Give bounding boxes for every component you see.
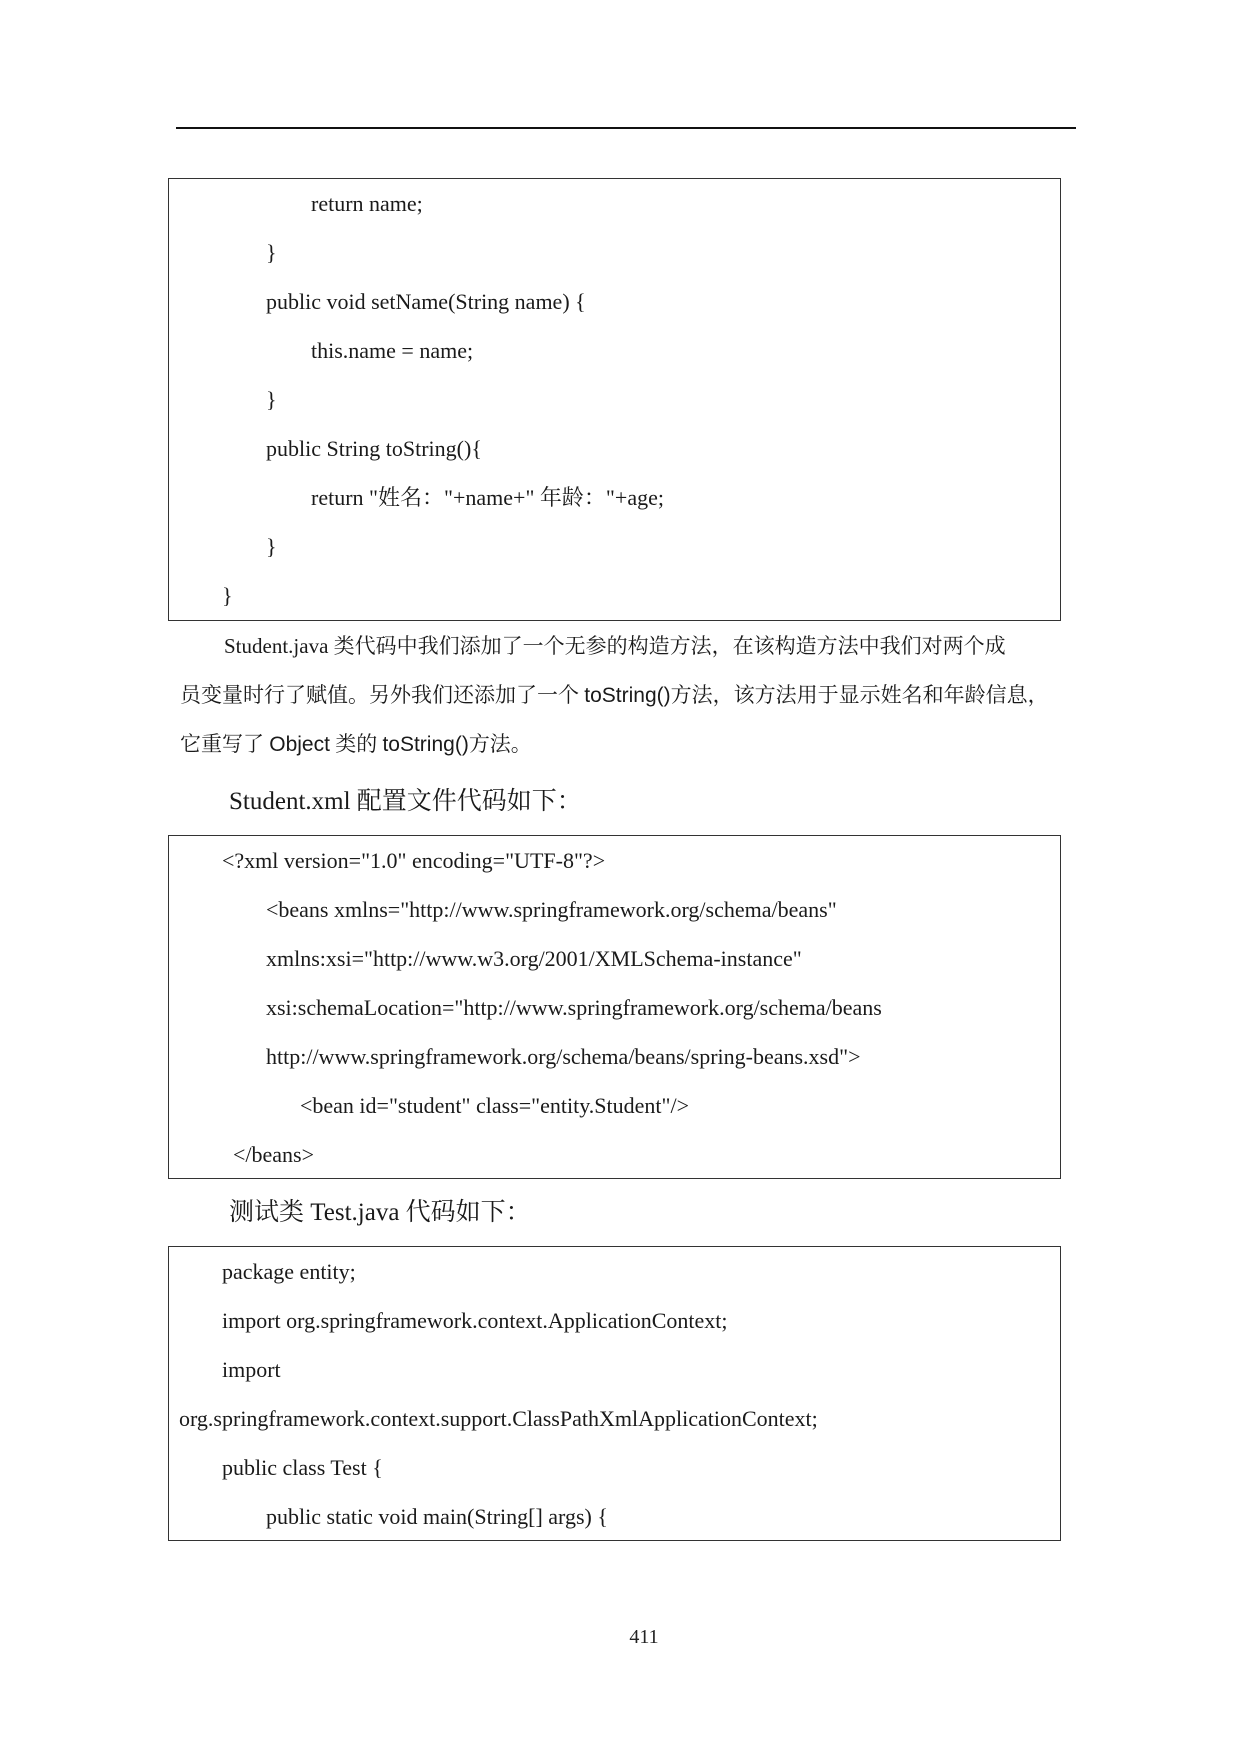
header-rule: [176, 127, 1076, 129]
code-line: public String toString(){: [266, 436, 482, 461]
inline-code: toString(): [382, 733, 469, 756]
code-line: return "姓名："+name+" 年龄："+age;: [311, 485, 664, 510]
paragraph-text: 方法。: [468, 732, 532, 756]
page-number: 411: [629, 1626, 659, 1648]
paragraph-text: 类的: [329, 732, 383, 756]
code-line: public class Test {: [222, 1455, 383, 1480]
code-line: xmlns:xsi="http://www.w3.org/2001/XMLSchema-instance": [266, 946, 802, 971]
paragraph-text: 员变量时行了赋值。另外我们还添加了一个: [180, 683, 585, 707]
code-line: <bean id="student" class="entity.Student"/>: [300, 1093, 690, 1118]
paragraph-line: [180, 682, 1070, 709]
section-heading-test: 测试类 Test.java 代码如下：: [229, 1199, 531, 1226]
paragraph-text: 它重写了: [180, 732, 270, 756]
code-line: import: [222, 1357, 281, 1382]
code-block-student-methods: [168, 178, 1061, 621]
paragraph-line: [180, 731, 1070, 758]
code-line: }: [266, 387, 277, 412]
section-heading-xml: Student.xml 配置文件代码如下：: [229, 788, 582, 815]
code-line: return name;: [311, 191, 423, 216]
code-line: package entity;: [222, 1259, 356, 1284]
code-line: }: [266, 534, 277, 559]
code-line: }: [222, 583, 233, 608]
inline-code: toString(): [584, 684, 671, 707]
code-line: public static void main(String[] args) {: [266, 1504, 608, 1529]
code-line: <?xml version="1.0" encoding="UTF-8"?>: [222, 848, 606, 873]
code-line: import org.springframework.context.ApplicationContext;: [222, 1308, 728, 1333]
code-block-test-java: [168, 1246, 1061, 1541]
code-line: public void setName(String name) {: [266, 289, 586, 314]
code-block-student-xml: [168, 835, 1061, 1179]
code-line: }: [266, 240, 277, 265]
paragraph-text: 方法，该方法用于显示姓名和年龄信息，: [670, 683, 1049, 707]
code-line: <beans xmlns="http://www.springframework.org/schema/beans": [266, 897, 837, 922]
paragraph-line: Student.java 类代码中我们添加了一个无参的构造方法，在该构造方法中我们对两个成: [224, 634, 1006, 658]
code-line: http://www.springframework.org/schema/beans/spring-beans.xsd">: [266, 1044, 861, 1069]
code-line: xsi:schemaLocation="http://www.springframework.org/schema/beans: [266, 995, 882, 1020]
code-line: this.name = name;: [311, 338, 474, 363]
code-line: org.springframework.context.support.ClassPathXmlApplicationContext;: [179, 1406, 818, 1431]
code-line: </beans>: [233, 1142, 315, 1167]
inline-code: Object: [269, 733, 330, 756]
